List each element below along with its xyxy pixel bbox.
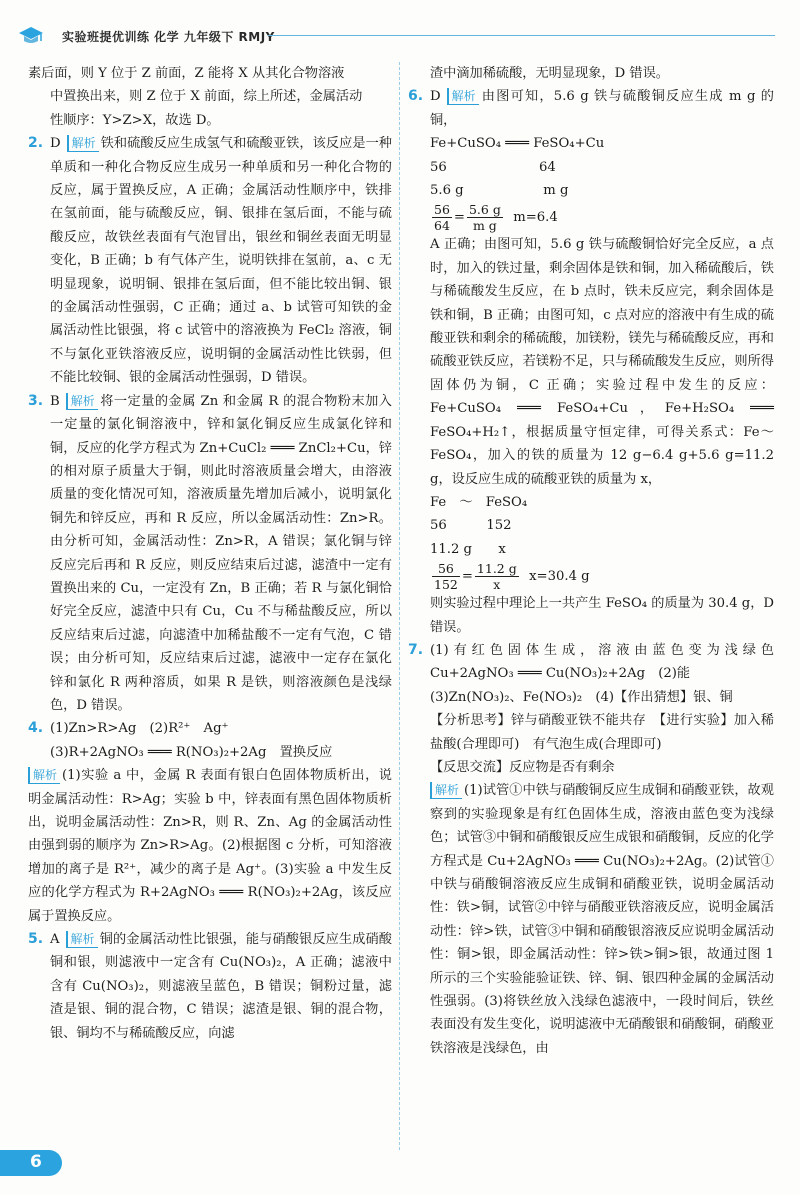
answer-line: (1)Zn>R>Ag (2)R²⁺ Ag⁺: [50, 721, 229, 737]
equation-row: 11.2 g x: [430, 541, 506, 557]
graduation-cap-icon: [18, 24, 44, 46]
analysis-tag: 解析: [66, 393, 98, 410]
answer-choice: B: [50, 393, 60, 409]
question-number: 6.: [408, 88, 424, 105]
analysis-paragraph: [430, 779, 774, 1060]
equation: Fe+CuSO₄ ═══ FeSO₄+Cu: [430, 136, 605, 152]
left-column: [28, 62, 392, 1045]
question-number: 7.: [408, 641, 424, 658]
analysis-tag: 解析: [67, 135, 99, 152]
fraction: $\frac{56}{64}$: [434, 202, 450, 234]
analysis-text: (1)试管①中铁与硝酸铜反应生成铜和硝酸亚铁，故观察到的实验现象是有红色固体生成，溶液由蓝色变为浅绿色；试管③中铜和硝酸银反应生成银和硝酸铜，反应的化学方程式是 Cu+2AgNO₃ ═══ Cu(NO₃)₂+2Ag。(2)试管①中铁与硝酸铜溶液反应生成铜和硝酸亚铁，说明金属活动性：铁>铜，试管②中锌与硝酸亚铁溶液反应，说明金属活动性：锌>铁，试管③中铜和硝酸银溶液反应说明金属活动性：铜>银，即金属活动性：锌>铁>铜>银，故通过图 1 所示的三个实验能验证铁、锌、铜、银四种金属的金属活动性强弱。(3)将铁丝放入浅绿色滤液中，一段时间后，铁丝表面没有发生变化，说明滤液中无硝酸银和硝酸铜，硝酸亚铁溶液是浅绿色，由: [430, 783, 774, 1056]
analysis-tag: 解析: [66, 931, 98, 948]
analysis-text: 铜的金属活动性比银强，能与硝酸银反应生成硝酸铜和银，则滤液中一定含有 Cu(NO₃)₂，A 正确；滤液中含有 Cu(NO₃)₂，则滤液呈蓝色，B 错误；铜粉过量，滤渣是银、铜的混合物，C 错误；滤渣是银、铜的混合物，银、铜均不与稀硫酸反应，向滤: [50, 932, 392, 1041]
book-title: 实验班提优训练 化学 九年级下 RMJY: [62, 30, 275, 44]
answer-choice: D: [50, 136, 61, 152]
header-rule: [268, 35, 775, 36]
continued-line: 性顺序：Y>Z>X，故选 D。: [50, 112, 220, 128]
answer-line: 【反思交流】反应物是否有剩余: [430, 759, 615, 775]
answer-item-7: [408, 639, 788, 1060]
conclusion: 则实验过程中理论上一共产生 FeSO₄ 的质量为 30.4 g，D 错误。: [430, 596, 774, 635]
answer-item-4: [28, 717, 392, 928]
right-column: [408, 62, 788, 1060]
answer-line: (3)Zn(NO₃)₂、Fe(NO₃)₂ (4)【作出猜想】银、铜: [430, 689, 733, 705]
analysis-text: 将一定量的金属 Zn 和金属 R 的混合物粉末加入一定量的氯化铜溶液中，锌和氯化铜反应生成氯化锌和铜，反应的化学方程式为 Zn+CuCl₂ ═══ ZnCl₂+Cu，锌的相对原子质量大于铜，则此时溶液质量会增大，由溶液质量的变化情况可知，溶液质量先增加后减小，说明氯化铜先和锌反应，再和 R 反应，所以金属活动性：Zn>R。由分析可知，金属活动性：Zn>R，A 错误；氯化铜与锌反应完后再和 R 反应，则反应结束后过滤，滤渣中一定有置换出来的 Cu，一定没有 Zn，B 正确；若 R 与氯化铜恰好完全反应，滤渣中只有 Cu，Cu 不与稀盐酸反应，所以反应结束后过滤，向滤渣中加稀盐酸不一定有气泡，C 错误；由分析可知，反应结束后过滤，滤液中一定存在氯化锌和氯化 R 两种溶质，如果 R 是铁，则溶液颜色是浅绿色，D 错误。: [50, 393, 392, 713]
equation-row: 56 152: [430, 518, 512, 534]
analysis-text: 铁和硫酸反应生成氢气和硫酸亚铁，该反应是一种单质和一种化合物反应生成另一种单质和另一种化合物的反应，属于置换反应，A 正确；金属活动性顺序中，铁排在氢前面，能与硫酸反应，铜、银排在氢后面，不能与硫酸反应，故铁丝表面有气泡冒出，银丝和铜丝表面无明显变化，B 正确；b 有气体产生，说明铁排在氢前，a、c 无明显现象，说明铜、银排在氢后面，但不能比较出铜、银的金属活动性强弱，C 正确；通过 a、b 试管可知铁的金属活动性比银强，将 c 试管中的溶液换为 FeCl₂ 溶液，铜不与氯化亚铁溶液反应，说明铜的金属活动性比铁弱，但不能比较铜、银的金属活动性强弱，D 错误。: [50, 136, 392, 386]
answer-choice: D: [430, 89, 441, 105]
answer-item-2: [28, 132, 392, 389]
answer-choice: A: [50, 932, 60, 948]
answer-item-5: [28, 928, 392, 1045]
equation: Fe ～ FeSO₄: [430, 494, 528, 510]
result: x=30.4 g: [529, 569, 590, 585]
equation-row: 56 64: [430, 159, 556, 175]
analysis-tag: 解析: [430, 782, 462, 799]
question-number: 3.: [28, 392, 44, 409]
proportion: $\frac{56}{152}$ = $\frac{11.2 g}{x}$ x=30.4 g: [434, 561, 590, 593]
answer-line: (1)有红色固体生成，溶液由蓝色变为浅绿色 Cu+2AgNO₃ ═══ Cu(NO₃)₂+2Ag (2)能: [430, 642, 788, 682]
question-number: 4.: [28, 720, 44, 737]
continued-line: 渣中滴加稀硫酸，无明显现象，D 错误。: [430, 66, 669, 81]
page-header: [18, 20, 775, 50]
fraction: $\frac{11.2 g}{x}$: [476, 561, 517, 593]
page-number: 6: [30, 1152, 42, 1172]
question-number: 5.: [28, 931, 44, 948]
continued-line: 中置换出来，则 Z 位于 X 前面，综上所述，金属活动: [50, 89, 363, 105]
analysis-text: (1)实验 a 中，金属 R 表面有银白色固体物质析出，说明金属活动性：R>Ag；实验 b 中，锌表面有黑色固体物质析出，说明金属活动性：Zn>R，则 R、Zn、Ag 的金属活动性由强到弱的顺序为 Zn>R>Ag。(2)根据图 c 分析，可知溶液增加的离子是 R²⁺，减少的离子是 Ag⁺。(3)实验 a 中发生反应的化学方程式为 R+2AgNO₃ ═══ R(NO₃)₂+2Ag，该反应属于置换反应。: [28, 768, 392, 924]
analysis-tag: 解析: [28, 767, 60, 784]
answer-line: 【分析思考】锌与硝酸亚铁不能共存 【进行实验】加入稀盐酸(合理即可) 有气泡生成(合理即可): [430, 713, 774, 752]
proportion: $\frac{56}{64}$ = $\frac{5.6 g}{\text{m g}}$ m=6.4: [434, 202, 558, 234]
fraction: $\frac{5.6 g}{\text{m g}}$: [468, 202, 501, 234]
answer-item-3: [28, 390, 392, 718]
equation-row: 5.6 g m g: [430, 183, 569, 199]
fraction: $\frac{56}{152}$: [434, 561, 458, 593]
analysis-tag: 解析: [447, 88, 479, 105]
column-divider: [399, 62, 400, 1150]
question-number: 2.: [28, 135, 44, 152]
answer-line: (3)R+2AgNO₃ ═══ R(NO₃)₂+2Ag 置换反应: [50, 744, 333, 760]
analysis-text: 由图可知，5.6 g 铁与硫酸铜反应生成 m g 的铜，: [430, 89, 774, 128]
answer-item-6: [408, 85, 774, 639]
result: m=6.4: [513, 210, 558, 226]
analysis-text: A 正确；由图可知，5.6 g 铁与硫酸铜恰好完全反应，a 点时，加入的铁过量，剩余固体是铁和铜，加入稀硫酸后，铁与稀硫酸发生反应，在 b 点时，铁未反应完，剩余固体是铁和铜，B 正确；由图可知，c 点对应的溶液中有生成的硫酸亚铁和剩余的稀硫酸，加镁粉，镁先与稀硫酸反应，再和硫酸亚铁反应，若镁粉不足，只与稀硫酸发生反应，则所得固体仍为铜，C 正确；实验过程中发生的反应：Fe+CuSO₄ ═══ FeSO₄+Cu，Fe+H₂SO₄ ═══ FeSO₄+H₂↑，根据质量守恒定律，可得关系式：Fe～FeSO₄，加入的铁的质量为 12 g−6.4 g+5.6 g=11.2 g，设反应生成的硫酸亚铁的质量为 x，: [430, 237, 774, 487]
analysis-paragraph: [28, 764, 392, 928]
continued-line: 素后面，则 Y 位于 Z 前面，Z 能将 X 从其化合物溶液: [28, 66, 345, 81]
